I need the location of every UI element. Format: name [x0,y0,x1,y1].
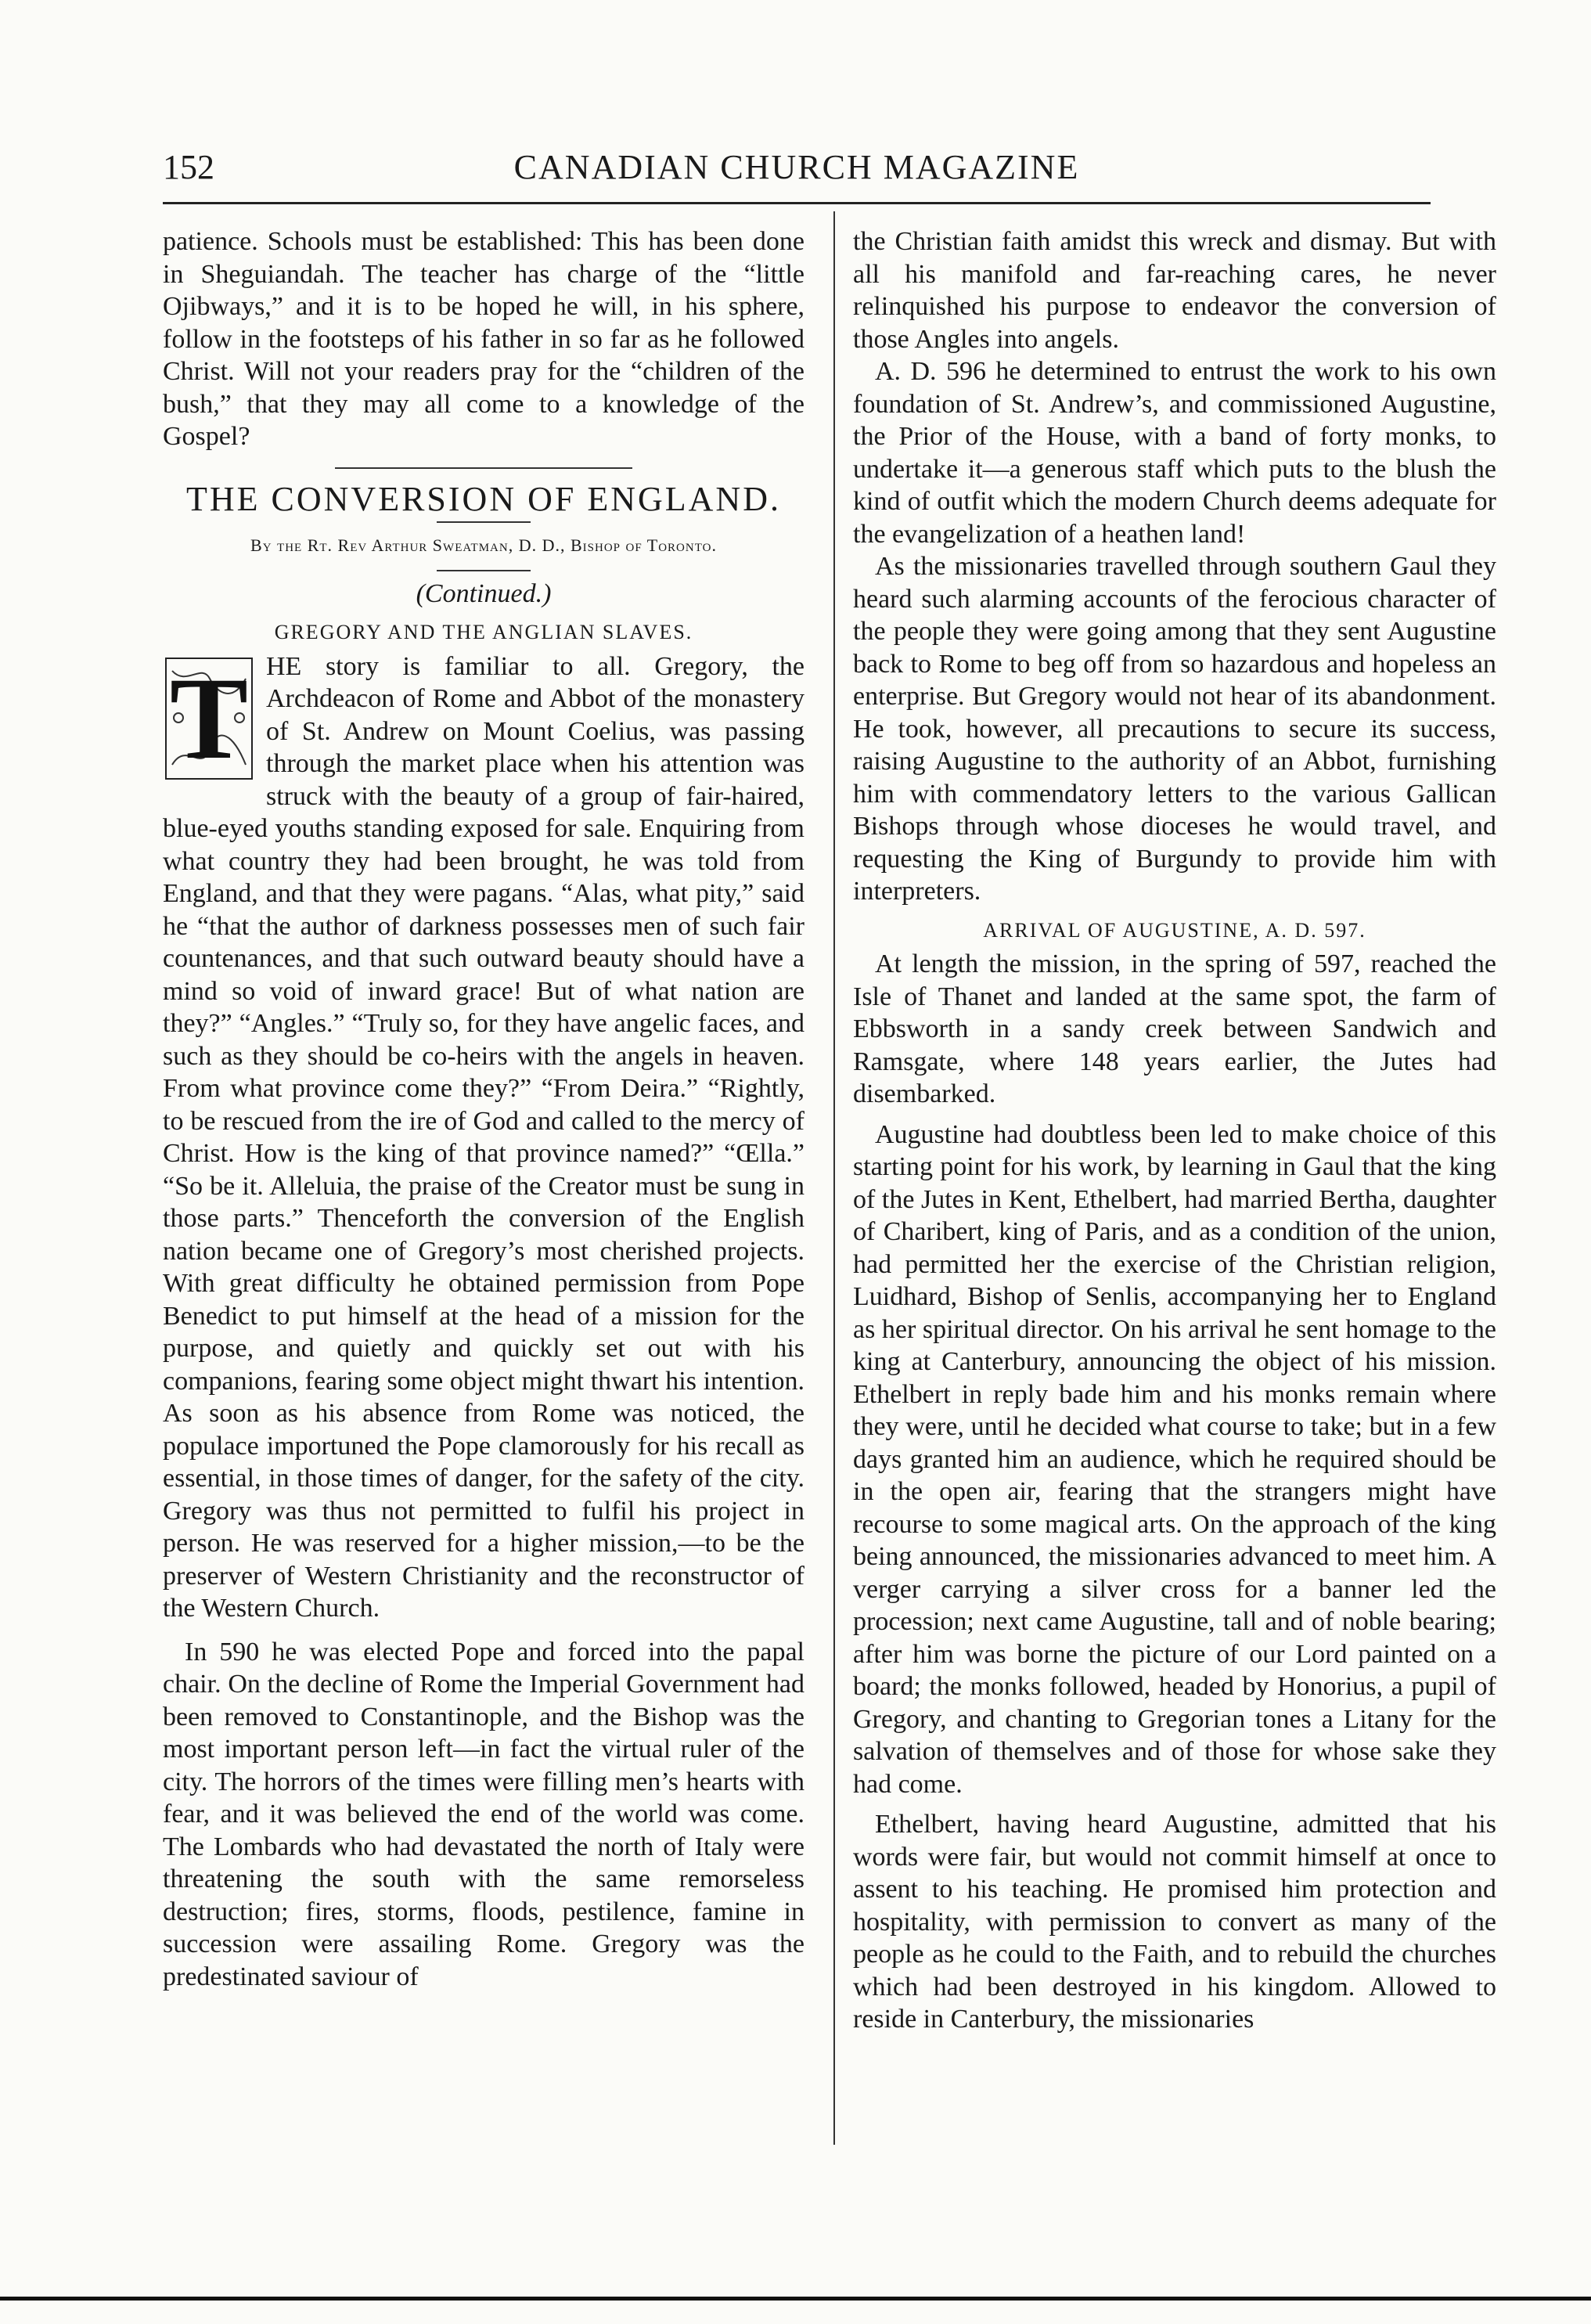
page-number: 152 [163,148,214,186]
ornamental-dropcap [163,655,255,782]
story-text: HE story is familiar to all. Gregory, the Archdeacon of Rome and Abbot of the monastery of St. Andrew on Mount Coelius, was passing through the market place when his attention was struck with the beauty of a group of fair-haired, blue-eyed youths standing exposed for sale. Enquiring from what country they had been brought, he was told from England, and that they were pagans. “Alas, what pity,” said he “that the author of darkness possesses men of such fair countenances, and that such outward beauty should have a mind so void of inward grace! But of what nation are they?” “Angles.” “Truly so, for they have angelic faces, and such as they should be co-heirs with the angels in heaven. From what province come they?” “From Deira.” “Rightly, to be rescued from the ire of God and called to the mercy of Christ. How is the king of that province named?” “Œlla.” “So be it. Alleluia, the praise of the Creator must be sung in those parts.” Thenceforth the conversion of the English nation became one of Gregory’s most cherished projects. With great difficulty he obtained permission from Pope Benedict to put himself at the head of a mission for the purpose, and quietly and quickly set out with his companions, fearing some object might thwart his intention. As soon as his absence from Rome was noticed, the populace importuned the Pope clamorously for his recall as essential, in those times of danger, for the safety of the city. Gregory was thus not permitted to fulfil his project in person. He was reserved for a higher mission,—to be the preserver of Western Christianity and the reconstructor of the Western Church. [163,651,804,1623]
pope-paragraph: In 590 he was elected Pope and forced into the papal chair. On the decline of Rome the Imperial Government had been removed to Constantinople, and the Bishop was the most important person left—in fact the virtual ruler of the city. The horrors of the times were filling men’s hearts with fear, and it was believed the end of the world was come. The Lombards who had devastated the north of Italy were threatening the south with the same remorseless destruction; fires, storms, floods, pestilence, famine in succession were assailing Rome. Gregory was the predestinated saviour of [163,1637,804,1991]
footer-rule [0,2297,1591,2301]
intro-paragraph: patience. Schools must be established: This has been done in Sheguiandah. The teacher has charge of the “little Ojibways,” and it is to be hoped he will, in his sphere, follow in the footsteps of his father in so far as he followed Christ. Will not your readers pray for the “children of the bush,” that they may all come to a knowledge of the Gospel? [163,227,804,451]
section-heading-arrival: ARRIVAL OF AUGUSTINE, A. D. 597. [983,918,1366,942]
right-paragraph-4: At length the mission, in the spring of 597, reached the Isle of Thanet and landed at the same spot, the farm of Ebbsworth in a sandy creek between Sandwich and Ramsgate, where 148 years earlier, the Jutes had disembarked. [853,949,1496,1108]
section-rule [335,467,632,469]
right-paragraph-6: Ethelbert, having heard Augustine, admitted that his words were fair, but would not commit himself at once to assent to his teaching. He promised him protection and hospitality, with permission to convert as many of the people as he could to the Faith, and to rebuild the churches which had been destroyed in his kingdom. Allowed to reside in Canterbury, the missionaries [853,1810,1496,2034]
right-paragraph-5: Augustine had doubtless been led to make choice of this starting point for his work, by learning in Gaul that the king of the Jutes in Kent, Ethelbert, had married Bertha, daughter of Charibert, king of Paris, and as a condition of the union, had permitted her the exercise of the Christian religion, Luidhard, Bishop of Senlis, accompanying her to England as her spiritual director. On his arrival he sent homage to the king at Canterbury, announcing the object of his mission. Ethelbert in reply bade him and his monks remain where they were, until he decided what course to take; but in a few days granted him an audience, which he required should be in the open air, fearing that the strangers might have recourse to some magical arts. On the approach of the king being announced, the missionaries advanced to meet him. A verger carrying a silver cross for a banner led the procession; next came Augustine, tall and of noble bearing; after him was borne the picture of our Lord painted on a board; the monks followed, headed by Honorius, a pupil of Gregory, and chanting to Gregorian tones a Litany for the salvation of themselves and of those for whose sake they had come. [853,1119,1496,1799]
article-title: THE CONVERSION OF ENGLAND. [186,479,781,518]
dropcap-letter: T [169,653,249,784]
right-column [853,225,1496,2036]
running-title: CANADIAN CHURCH MAGAZINE [513,148,1080,186]
column-divider [833,211,835,2145]
title-rule [437,521,531,523]
continued-label: (Continued.) [416,578,552,608]
story-paragraph [163,650,804,1625]
right-paragraph-2: A. D. 596 he determined to entrust the work to his own foundation of St. Andrew’s, and commissioned Augustine, the Prior of the House, with a band of forty monks, to undertake it—a generous staff which puts to the blush the kind of outfit which the modern Church deems adequate for the evangelization of a heathen land! [853,357,1496,549]
section-heading-gregory: GREGORY AND THE ANGLIAN SLAVES. [274,621,693,643]
left-column [163,225,804,1993]
header-rule [163,202,1431,204]
page-header [163,147,1431,194]
byline: By the Rt. Rev Arthur Sweatman, D. D., Bishop of Toronto. [250,535,717,555]
right-paragraph-3: As the missionaries travelled through southern Gaul they heard such alarming accounts of the ferocious character of the people they were going among that they sent Augustine back to Rome to beg off from so hazardous and hopeless an enterprise. But Gregory would not hear of its abandonment. He took, however, all precautions to secure its success, raising Augustine to the authority of an Abbot, furnishing him with commendatory letters to the various Gallican Bishops through whose dioceses he would travel, and requesting the King of Burgundy to provide him with interpreters. [853,552,1496,906]
right-paragraph-1: the Christian faith amidst this wreck and dismay. But with all his manifold and far-reaching cares, he never relinquished his purpose to endeavor the conversion of those Angles into angels. [853,227,1496,354]
byline-rule [437,570,531,571]
